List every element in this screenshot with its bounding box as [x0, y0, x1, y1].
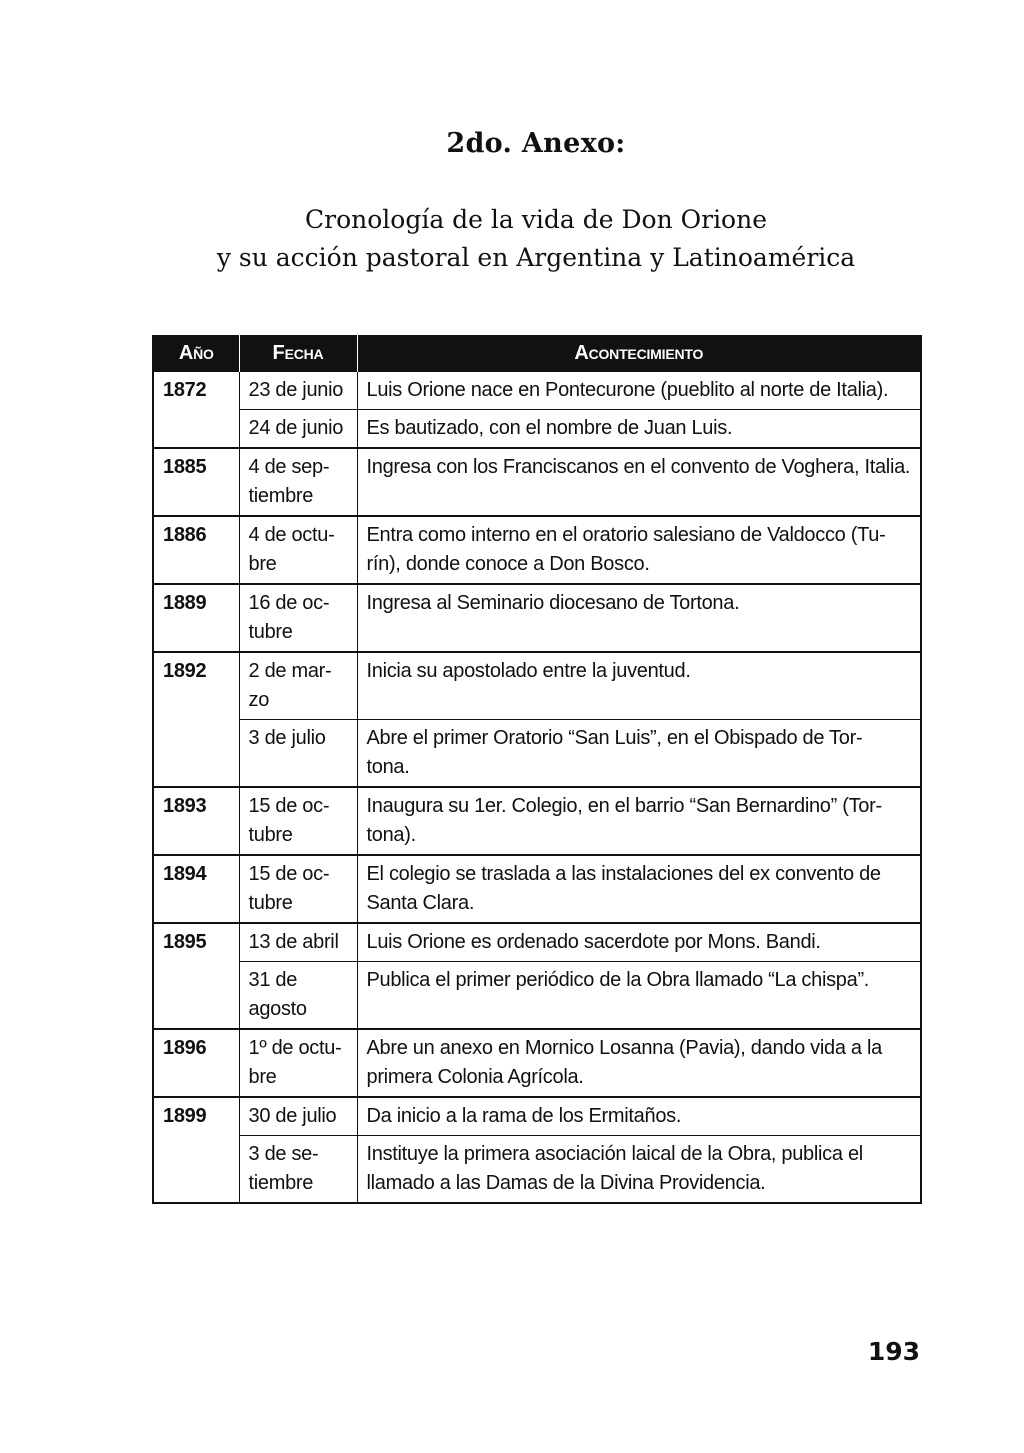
cell-event: Inaugura su 1er. Colegio, en el barrio “San Bernardino” (Tor- tona). — [357, 787, 921, 855]
subtitle-line-2: y su acción pastoral en Argentina y Latinoamérica — [216, 243, 856, 272]
cell-year: 1889 — [153, 584, 239, 652]
table-row — [153, 720, 921, 788]
cell-year: 1894 — [153, 855, 239, 923]
cell-date: 4 de octu- bre — [239, 516, 357, 584]
cell-date: 3 de se- tiembre — [239, 1136, 357, 1204]
table-row — [153, 923, 921, 962]
table-row — [153, 516, 921, 584]
cell-date: 2 de mar- zo — [239, 652, 357, 720]
table-row — [153, 1097, 921, 1136]
cell-event: Abre un anexo en Mornico Losanna (Pavia), dando vida a la primera Colonia Agrícola. — [357, 1029, 921, 1097]
cell-year: 1886 — [153, 516, 239, 584]
cell-event: Instituye la primera asociación laical de la Obra, publica el llamado a las Damas de la Divina Providencia. — [357, 1136, 921, 1204]
cell-date: 4 de sep- tiembre — [239, 448, 357, 516]
chronology-table-body — [153, 372, 921, 1204]
cell-year: 1872 — [153, 372, 239, 410]
cell-year — [153, 720, 239, 788]
cell-year: 1893 — [153, 787, 239, 855]
header-year: Año — [153, 335, 239, 372]
chronology-table — [152, 335, 922, 1204]
cell-year: 1899 — [153, 1097, 239, 1136]
cell-date: 23 de junio — [239, 372, 357, 410]
cell-date: 24 de junio — [239, 410, 357, 449]
cell-event: Inicia su apostolado entre la juventud. — [357, 652, 921, 720]
table-row — [153, 410, 921, 449]
page-subtitle — [0, 201, 1024, 277]
cell-event: Luis Orione es ordenado sacerdote por Mons. Bandi. — [357, 923, 921, 962]
cell-date: 13 de abril — [239, 923, 357, 962]
cell-date: 15 de oc- tubre — [239, 787, 357, 855]
cell-date: 31 de agosto — [239, 962, 357, 1030]
table-row — [153, 787, 921, 855]
cell-event: Da inicio a la rama de los Ermitaños. — [357, 1097, 921, 1136]
cell-event: Ingresa con los Franciscanos en el convento de Voghera, Italia. — [357, 448, 921, 516]
table-row — [153, 855, 921, 923]
cell-year — [153, 1136, 239, 1204]
subtitle-line-1: Cronología de la vida de Don Orione — [304, 205, 768, 234]
header-event: Acontecimiento — [357, 335, 921, 372]
cell-event: Entra como interno en el oratorio salesiano de Valdocco (Tu- rín), donde conoce a Don Bosco. — [357, 516, 921, 584]
cell-event: Luis Orione nace en Pontecurone (pueblito al norte de Italia). — [357, 372, 921, 410]
cell-year — [153, 410, 239, 449]
page-number: 193 — [867, 1337, 920, 1366]
cell-date: 30 de julio — [239, 1097, 357, 1136]
cell-date: 16 de oc- tubre — [239, 584, 357, 652]
page-title: 2do. Anexo: — [446, 128, 626, 159]
table-row — [153, 448, 921, 516]
cell-event: Ingresa al Seminario diocesano de Tortona. — [357, 584, 921, 652]
cell-event: Es bautizado, con el nombre de Juan Luis. — [357, 410, 921, 449]
cell-year: 1885 — [153, 448, 239, 516]
table-row — [153, 1136, 921, 1204]
cell-date: 3 de julio — [239, 720, 357, 788]
cell-event: Publica el primer periódico de la Obra llamado “La chispa”. — [357, 962, 921, 1030]
table-row — [153, 584, 921, 652]
cell-year — [153, 962, 239, 1030]
table-row — [153, 652, 921, 720]
cell-event: Abre el primer Oratorio “San Luis”, en el Obispado de Tor- tona. — [357, 720, 921, 788]
table-row — [153, 1029, 921, 1097]
header-date: Fecha — [239, 335, 357, 372]
table-row — [153, 962, 921, 1030]
cell-year: 1896 — [153, 1029, 239, 1097]
table-header-row — [153, 335, 921, 372]
cell-event: El colegio se traslada a las instalaciones del ex convento de Santa Clara. — [357, 855, 921, 923]
cell-year: 1892 — [153, 652, 239, 720]
cell-date: 1º de octu- bre — [239, 1029, 357, 1097]
table-row — [153, 372, 921, 410]
cell-date: 15 de oc- tubre — [239, 855, 357, 923]
cell-year: 1895 — [153, 923, 239, 962]
